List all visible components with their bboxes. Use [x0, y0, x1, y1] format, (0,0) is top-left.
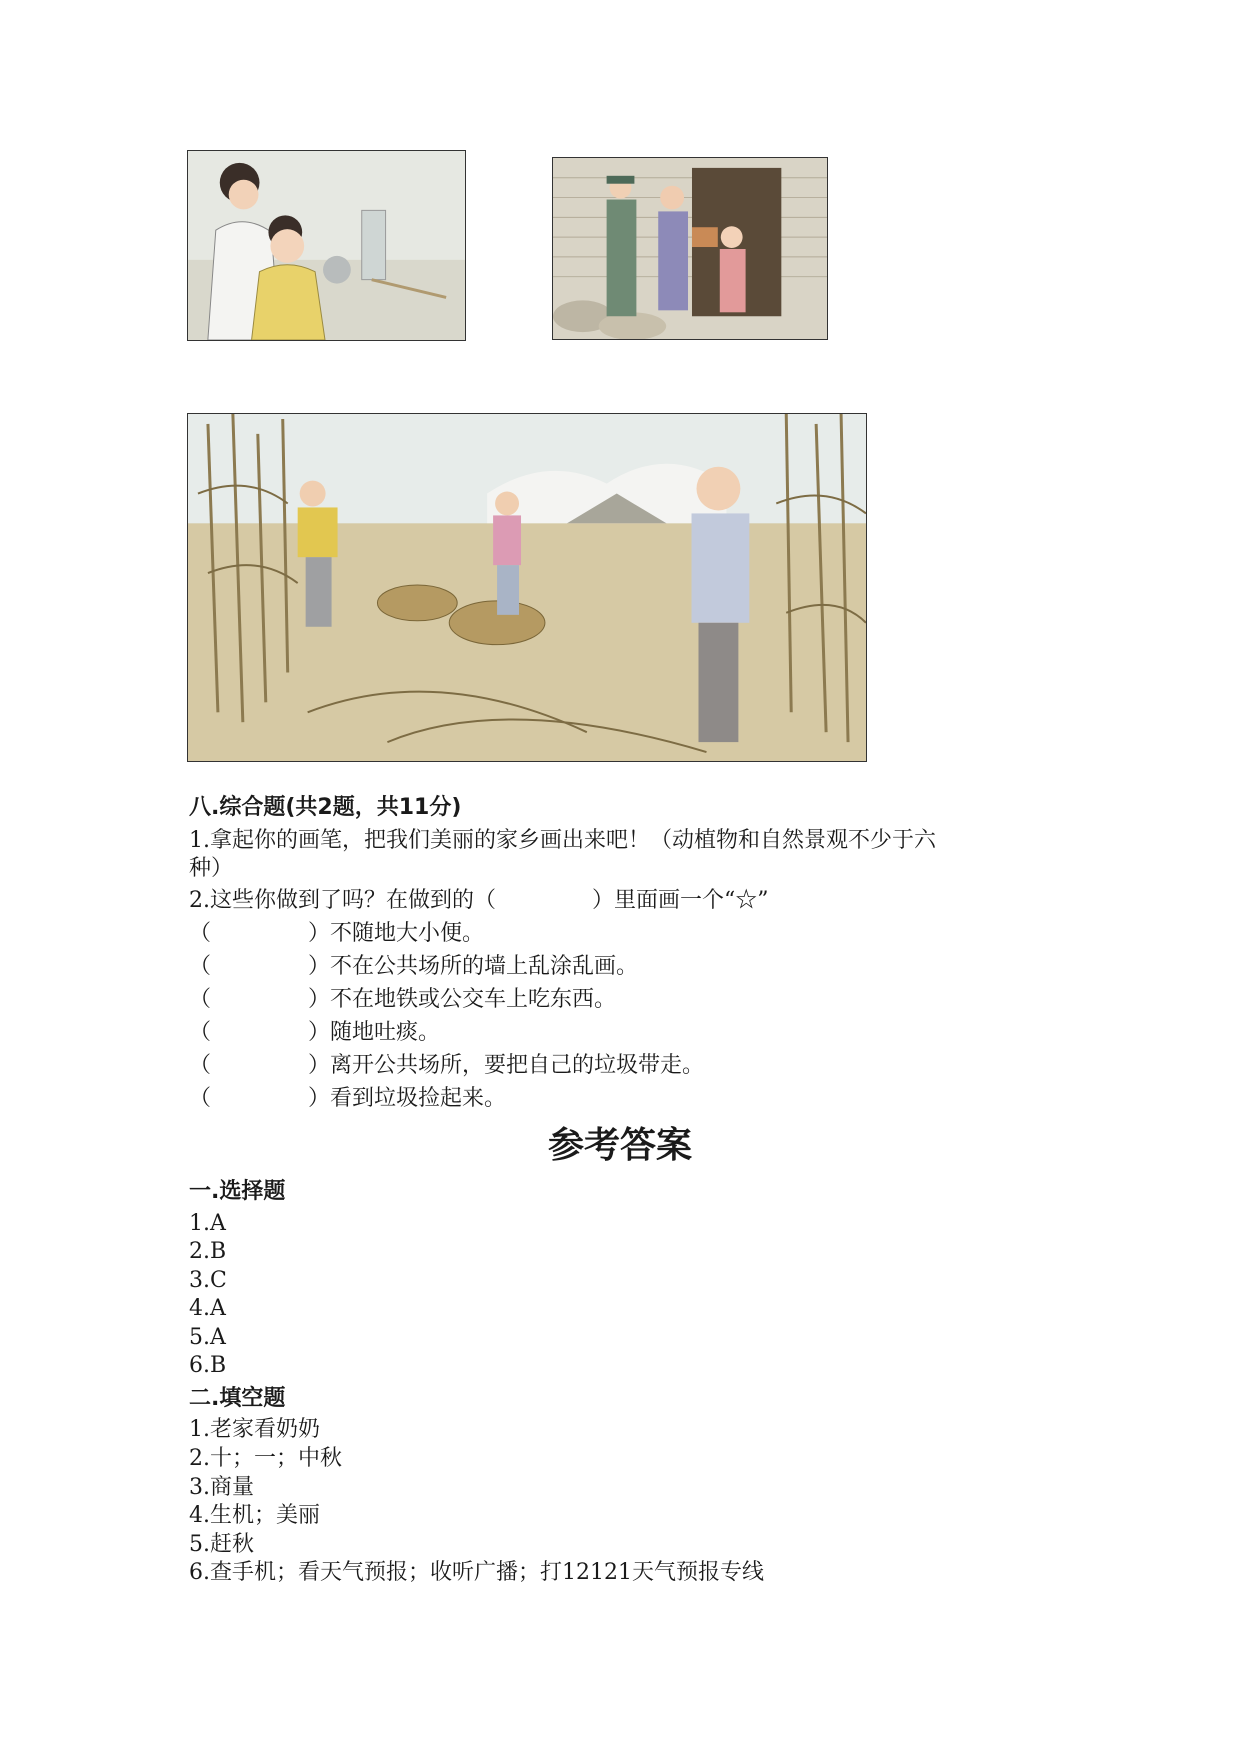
- question-2-prompt: [189, 887, 1089, 915]
- checkbox-paren-close: ）: [308, 987, 331, 1012]
- delivery-illustration: [552, 157, 828, 340]
- checklist-item: [189, 1052, 1089, 1080]
- checklist-item: [189, 986, 1089, 1014]
- answer-line: 3.C: [189, 1268, 227, 1293]
- checklist-item: [189, 920, 1089, 948]
- answer-line: 5.A: [189, 1325, 226, 1350]
- answer-line: 1.老家看奶奶: [189, 1417, 320, 1442]
- harvest-illustration: [187, 413, 867, 762]
- checkbox-paren-close: ）: [308, 1053, 331, 1078]
- answer-line: 6.查手机；看天气预报；收听广播；打12121天气预报专线: [189, 1560, 764, 1585]
- answer-line: 3.商量: [189, 1475, 254, 1500]
- checkbox-paren-open: （: [189, 1086, 212, 1111]
- answer-line: 2.十；一；中秋: [189, 1446, 342, 1471]
- checklist-item-text: 不在公共场所的墙上乱涂乱画。: [330, 954, 639, 979]
- checklist-item-text: 不随地大小便。: [330, 921, 485, 946]
- checklist-item-text: 看到垃圾捡起来。: [330, 1086, 507, 1111]
- checkbox-paren-open: （: [189, 1053, 212, 1078]
- checklist-item-text: 不在地铁或公交车上吃东西。: [330, 987, 617, 1012]
- answers-section-1-heading: 一.选择题: [189, 1179, 286, 1204]
- answer-key-title: 参考答案: [547, 1125, 692, 1166]
- checklist-item: [189, 953, 1089, 981]
- answer-line: 1.A: [189, 1211, 226, 1236]
- answer-line: 4.生机；美丽: [189, 1503, 320, 1528]
- section-8-heading: 八.综合题(共2题，共11分): [189, 795, 462, 820]
- question-2-suffix: ）里面画一个“☆”: [592, 888, 769, 913]
- question-2-prefix: 2.这些你做到了吗？在做到的（: [189, 888, 496, 913]
- checkbox-paren-close: ）: [308, 1020, 331, 1045]
- checklist-item-text: 随地吐痰。: [330, 1020, 441, 1045]
- answer-line: 4.A: [189, 1296, 226, 1321]
- checkbox-paren-open: （: [189, 1020, 212, 1045]
- checkbox-paren-open: （: [189, 921, 212, 946]
- checkbox-paren-open: （: [189, 987, 212, 1012]
- checkbox-paren-close: ）: [308, 954, 331, 979]
- question-1-line-2: 种）: [189, 856, 234, 881]
- answers-section-2-heading: 二.填空题: [189, 1386, 286, 1411]
- checkbox-paren-close: ）: [308, 1086, 331, 1111]
- answer-line: 5.赶秋: [189, 1532, 254, 1557]
- question-1-line-1: 1.拿起你的画笔，把我们美丽的家乡画出来吧！（动植物和自然景观不少于六: [189, 828, 936, 853]
- checkbox-paren-close: ）: [308, 921, 331, 946]
- checkbox-paren-open: （: [189, 954, 212, 979]
- answer-line: 6.B: [189, 1353, 227, 1378]
- barber-illustration: [187, 150, 466, 341]
- checklist-item: [189, 1019, 1089, 1047]
- checklist-item-text: 离开公共场所，要把自己的垃圾带走。: [330, 1053, 705, 1078]
- answer-line: 2.B: [189, 1239, 227, 1264]
- checklist-item: [189, 1085, 1089, 1113]
